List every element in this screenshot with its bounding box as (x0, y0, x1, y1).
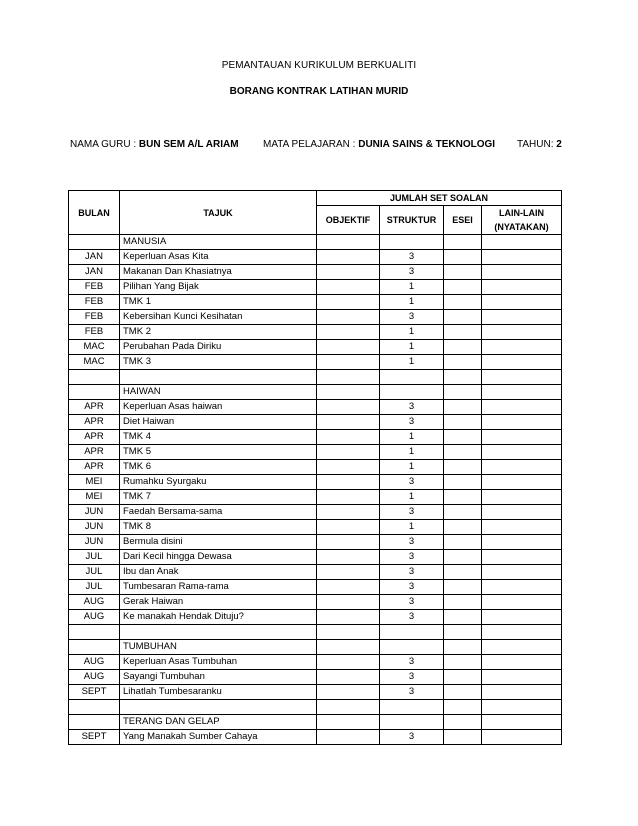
cell-bulan: MAC (69, 355, 120, 370)
cell-struktur: 3 (380, 670, 444, 685)
cell-tajuk: TMK 2 (120, 325, 317, 340)
table-row (69, 250, 562, 265)
cell-bulan (69, 370, 120, 385)
cell-tajuk: Tumbesaran Rama-rama (120, 580, 317, 595)
cell-bulan: JUL (69, 565, 120, 580)
form-subtitle: BORANG KONTRAK LATIHAN MURID (229, 86, 409, 97)
table-row (69, 400, 562, 415)
column-header-objektif: OBJEKTIF (317, 206, 380, 235)
cell-objektif (317, 355, 380, 370)
cell-esei (444, 295, 482, 310)
table-row (69, 445, 562, 460)
cell-bulan: MAC (69, 340, 120, 355)
cell-bulan (69, 715, 120, 730)
cell-lain-lain (482, 730, 562, 745)
cell-struktur: 3 (380, 580, 444, 595)
cell-struktur: 1 (380, 520, 444, 535)
cell-bulan: FEB (69, 280, 120, 295)
cell-lain-lain (482, 685, 562, 700)
teacher-name-label: NAMA GURU : (70, 139, 137, 150)
cell-objektif (317, 655, 380, 670)
cell-tajuk: Dari Kecil hingga Dewasa (120, 550, 317, 565)
cell-esei (444, 265, 482, 280)
cell-struktur: 3 (380, 655, 444, 670)
cell-objektif (317, 505, 380, 520)
cell-lain-lain (482, 400, 562, 415)
cell-bulan: SEPT (69, 730, 120, 745)
cell-esei (444, 520, 482, 535)
cell-struktur (380, 715, 444, 730)
subject-value: DUNIA SAINS & TEKNOLOGI (358, 139, 496, 150)
column-header-lain-lain: LAIN-LAIN (NYATAKAN) (482, 206, 562, 235)
cell-lain-lain (482, 505, 562, 520)
cell-objektif (317, 535, 380, 550)
cell-objektif (317, 715, 380, 730)
cell-lain-lain (482, 520, 562, 535)
cell-lain-lain (482, 550, 562, 565)
cell-objektif (317, 400, 380, 415)
cell-objektif (317, 460, 380, 475)
cell-objektif (317, 580, 380, 595)
cell-struktur (380, 370, 444, 385)
table-row (69, 520, 562, 535)
cell-objektif (317, 685, 380, 700)
table-row (69, 235, 562, 250)
cell-lain-lain (482, 700, 562, 715)
cell-lain-lain (482, 595, 562, 610)
cell-esei (444, 580, 482, 595)
cell-lain-lain (482, 415, 562, 430)
cell-esei (444, 655, 482, 670)
cell-objektif (317, 265, 380, 280)
cell-tajuk: HAIWAN (120, 385, 317, 400)
table-row (69, 475, 562, 490)
cell-esei (444, 415, 482, 430)
table-row (69, 580, 562, 595)
cell-struktur: 3 (380, 505, 444, 520)
cell-objektif (317, 385, 380, 400)
cell-tajuk: Ke manakah Hendak Dituju? (120, 610, 317, 625)
cell-lain-lain (482, 715, 562, 730)
cell-struktur: 3 (380, 400, 444, 415)
cell-struktur: 3 (380, 550, 444, 565)
cell-objektif (317, 625, 380, 640)
cell-tajuk (120, 625, 317, 640)
table-row (69, 325, 562, 340)
cell-objektif (317, 310, 380, 325)
teacher-name-value: BUN SEM A/L ARIAM (138, 139, 239, 150)
cell-tajuk: Perubahan Pada Diriku (120, 340, 317, 355)
cell-bulan: MEI (69, 490, 120, 505)
cell-objektif (317, 670, 380, 685)
cell-esei (444, 715, 482, 730)
cell-lain-lain (482, 670, 562, 685)
cell-lain-lain (482, 565, 562, 580)
cell-bulan: AUG (69, 655, 120, 670)
table-body (69, 235, 562, 745)
cell-struktur: 1 (380, 430, 444, 445)
table-row (69, 340, 562, 355)
cell-lain-lain (482, 475, 562, 490)
cell-esei (444, 505, 482, 520)
cell-esei (444, 340, 482, 355)
cell-bulan (69, 625, 120, 640)
cell-struktur: 1 (380, 280, 444, 295)
subject-label: MATA PELAJARAN : (263, 139, 356, 150)
cell-esei (444, 310, 482, 325)
cell-lain-lain (482, 280, 562, 295)
cell-esei (444, 385, 482, 400)
cell-esei (444, 670, 482, 685)
cell-bulan: FEB (69, 325, 120, 340)
cell-struktur: 1 (380, 490, 444, 505)
cell-struktur: 3 (380, 415, 444, 430)
cell-objektif (317, 490, 380, 505)
table-row (69, 535, 562, 550)
cell-tajuk: Keperluan Asas haiwan (120, 400, 317, 415)
cell-bulan: AUG (69, 670, 120, 685)
cell-lain-lain (482, 250, 562, 265)
table-row (69, 550, 562, 565)
cell-lain-lain (482, 655, 562, 670)
cell-struktur: 3 (380, 250, 444, 265)
cell-bulan: APR (69, 445, 120, 460)
table-row (69, 415, 562, 430)
cell-struktur: 1 (380, 355, 444, 370)
table-row (69, 610, 562, 625)
table-row (69, 655, 562, 670)
table-row (69, 670, 562, 685)
cell-bulan: APR (69, 400, 120, 415)
cell-bulan: FEB (69, 310, 120, 325)
cell-bulan: AUG (69, 610, 120, 625)
cell-objektif (317, 250, 380, 265)
cell-esei (444, 370, 482, 385)
cell-bulan: JUL (69, 550, 120, 565)
cell-bulan (69, 640, 120, 655)
table-row (69, 280, 562, 295)
cell-tajuk: Sayangi Tumbuhan (120, 670, 317, 685)
cell-bulan: JUL (69, 580, 120, 595)
year-label: TAHUN: (517, 139, 554, 150)
cell-esei (444, 355, 482, 370)
cell-bulan: JUN (69, 505, 120, 520)
cell-esei (444, 235, 482, 250)
cell-tajuk: TMK 4 (120, 430, 317, 445)
table-row (69, 505, 562, 520)
cell-lain-lain (482, 370, 562, 385)
cell-esei (444, 640, 482, 655)
exercise-contract-table (68, 190, 562, 745)
cell-esei (444, 250, 482, 265)
cell-esei (444, 550, 482, 565)
cell-esei (444, 400, 482, 415)
cell-tajuk: Rumahku Syurgaku (120, 475, 317, 490)
cell-tajuk: TMK 7 (120, 490, 317, 505)
column-header-esei: ESEI (444, 206, 482, 235)
cell-tajuk: Faedah Bersama-sama (120, 505, 317, 520)
table-row (69, 265, 562, 280)
cell-objektif (317, 550, 380, 565)
cell-struktur: 3 (380, 685, 444, 700)
cell-tajuk: Ibu dan Anak (120, 565, 317, 580)
cell-struktur (380, 625, 444, 640)
cell-tajuk: TMK 8 (120, 520, 317, 535)
cell-bulan: APR (69, 430, 120, 445)
cell-esei (444, 730, 482, 745)
cell-struktur: 3 (380, 265, 444, 280)
cell-bulan: MEI (69, 475, 120, 490)
cell-lain-lain (482, 610, 562, 625)
cell-esei (444, 565, 482, 580)
cell-lain-lain (482, 640, 562, 655)
table-row (69, 700, 562, 715)
cell-struktur: 3 (380, 610, 444, 625)
cell-bulan (69, 385, 120, 400)
table-row (69, 355, 562, 370)
cell-bulan (69, 700, 120, 715)
cell-tajuk: TMK 1 (120, 295, 317, 310)
cell-esei (444, 535, 482, 550)
cell-bulan: AUG (69, 595, 120, 610)
cell-bulan: JAN (69, 265, 120, 280)
cell-bulan: FEB (69, 295, 120, 310)
cell-objektif (317, 610, 380, 625)
cell-objektif (317, 595, 380, 610)
cell-tajuk: TERANG DAN GELAP (120, 715, 317, 730)
cell-struktur: 3 (380, 535, 444, 550)
table-row (69, 295, 562, 310)
column-header-bulan: BULAN (69, 191, 120, 235)
table-row (69, 490, 562, 505)
cell-struktur: 3 (380, 310, 444, 325)
teacher-name-field (70, 139, 239, 150)
cell-tajuk: Makanan Dan Khasiatnya (120, 265, 317, 280)
cell-tajuk: TMK 5 (120, 445, 317, 460)
cell-esei (444, 445, 482, 460)
cell-esei (444, 460, 482, 475)
year-value: 2 (556, 139, 562, 150)
cell-objektif (317, 640, 380, 655)
table-row (69, 385, 562, 400)
cell-lain-lain (482, 535, 562, 550)
cell-objektif (317, 295, 380, 310)
table-row (69, 430, 562, 445)
cell-lain-lain (482, 430, 562, 445)
cell-struktur: 3 (380, 475, 444, 490)
cell-lain-lain (482, 340, 562, 355)
table-row (69, 460, 562, 475)
cell-objektif (317, 340, 380, 355)
cell-tajuk: Lihatlah Tumbesaranku (120, 685, 317, 700)
cell-lain-lain (482, 235, 562, 250)
year-field (517, 139, 562, 150)
cell-esei (444, 430, 482, 445)
cell-tajuk: Kebersihan Kunci Kesihatan (120, 310, 317, 325)
cell-objektif (317, 370, 380, 385)
cell-tajuk: Diet Haiwan (120, 415, 317, 430)
cell-struktur (380, 640, 444, 655)
cell-struktur: 1 (380, 460, 444, 475)
cell-struktur: 3 (380, 565, 444, 580)
cell-esei (444, 490, 482, 505)
cell-struktur (380, 235, 444, 250)
cell-tajuk: Keperluan Asas Tumbuhan (120, 655, 317, 670)
cell-lain-lain (482, 310, 562, 325)
cell-lain-lain (482, 325, 562, 340)
table-row (69, 370, 562, 385)
page-title: PEMANTAUAN KURIKULUM BERKUALITI (221, 60, 417, 71)
cell-objektif (317, 565, 380, 580)
cell-struktur: 3 (380, 595, 444, 610)
cell-bulan: SEPT (69, 685, 120, 700)
cell-esei (444, 280, 482, 295)
cell-lain-lain (482, 355, 562, 370)
cell-lain-lain (482, 265, 562, 280)
column-group-jumlah-set-soalan: JUMLAH SET SOALAN (317, 191, 562, 206)
table-header-row (69, 191, 562, 206)
cell-tajuk: TMK 3 (120, 355, 317, 370)
cell-bulan: JUN (69, 520, 120, 535)
cell-esei (444, 685, 482, 700)
cell-esei (444, 625, 482, 640)
cell-tajuk: Yang Manakah Sumber Cahaya (120, 730, 317, 745)
subject-field (263, 139, 495, 150)
cell-lain-lain (482, 580, 562, 595)
cell-struktur: 1 (380, 340, 444, 355)
cell-tajuk (120, 370, 317, 385)
cell-objektif (317, 520, 380, 535)
table-row (69, 715, 562, 730)
table-row (69, 625, 562, 640)
cell-esei (444, 610, 482, 625)
table-row (69, 565, 562, 580)
cell-tajuk: Pilihan Yang Bijak (120, 280, 317, 295)
cell-lain-lain (482, 385, 562, 400)
cell-esei (444, 325, 482, 340)
cell-esei (444, 595, 482, 610)
cell-struktur (380, 385, 444, 400)
cell-objektif (317, 280, 380, 295)
cell-objektif (317, 700, 380, 715)
cell-objektif (317, 445, 380, 460)
table-row (69, 730, 562, 745)
cell-lain-lain (482, 460, 562, 475)
cell-bulan (69, 235, 120, 250)
cell-tajuk: Bermula disini (120, 535, 317, 550)
cell-objektif (317, 475, 380, 490)
cell-objektif (317, 730, 380, 745)
cell-struktur: 3 (380, 730, 444, 745)
cell-tajuk: Gerak Haiwan (120, 595, 317, 610)
cell-lain-lain (482, 625, 562, 640)
cell-tajuk (120, 700, 317, 715)
table-row (69, 685, 562, 700)
cell-bulan: APR (69, 415, 120, 430)
column-header-tajuk: TAJUK (120, 191, 317, 235)
cell-lain-lain (482, 295, 562, 310)
cell-objektif (317, 235, 380, 250)
cell-struktur: 1 (380, 445, 444, 460)
cell-lain-lain (482, 445, 562, 460)
cell-tajuk: Keperluan Asas Kita (120, 250, 317, 265)
cell-tajuk: TUMBUHAN (120, 640, 317, 655)
column-header-struktur: STRUKTUR (380, 206, 444, 235)
cell-struktur: 1 (380, 325, 444, 340)
cell-objektif (317, 325, 380, 340)
cell-esei (444, 475, 482, 490)
cell-tajuk: TMK 6 (120, 460, 317, 475)
table-row (69, 640, 562, 655)
cell-esei (444, 700, 482, 715)
table-row (69, 310, 562, 325)
cell-struktur: 1 (380, 295, 444, 310)
cell-bulan: JUN (69, 535, 120, 550)
cell-struktur (380, 700, 444, 715)
cell-objektif (317, 415, 380, 430)
cell-lain-lain (482, 490, 562, 505)
cell-tajuk: MANUSIA (120, 235, 317, 250)
cell-bulan: JAN (69, 250, 120, 265)
table-row (69, 595, 562, 610)
cell-objektif (317, 430, 380, 445)
cell-bulan: APR (69, 460, 120, 475)
